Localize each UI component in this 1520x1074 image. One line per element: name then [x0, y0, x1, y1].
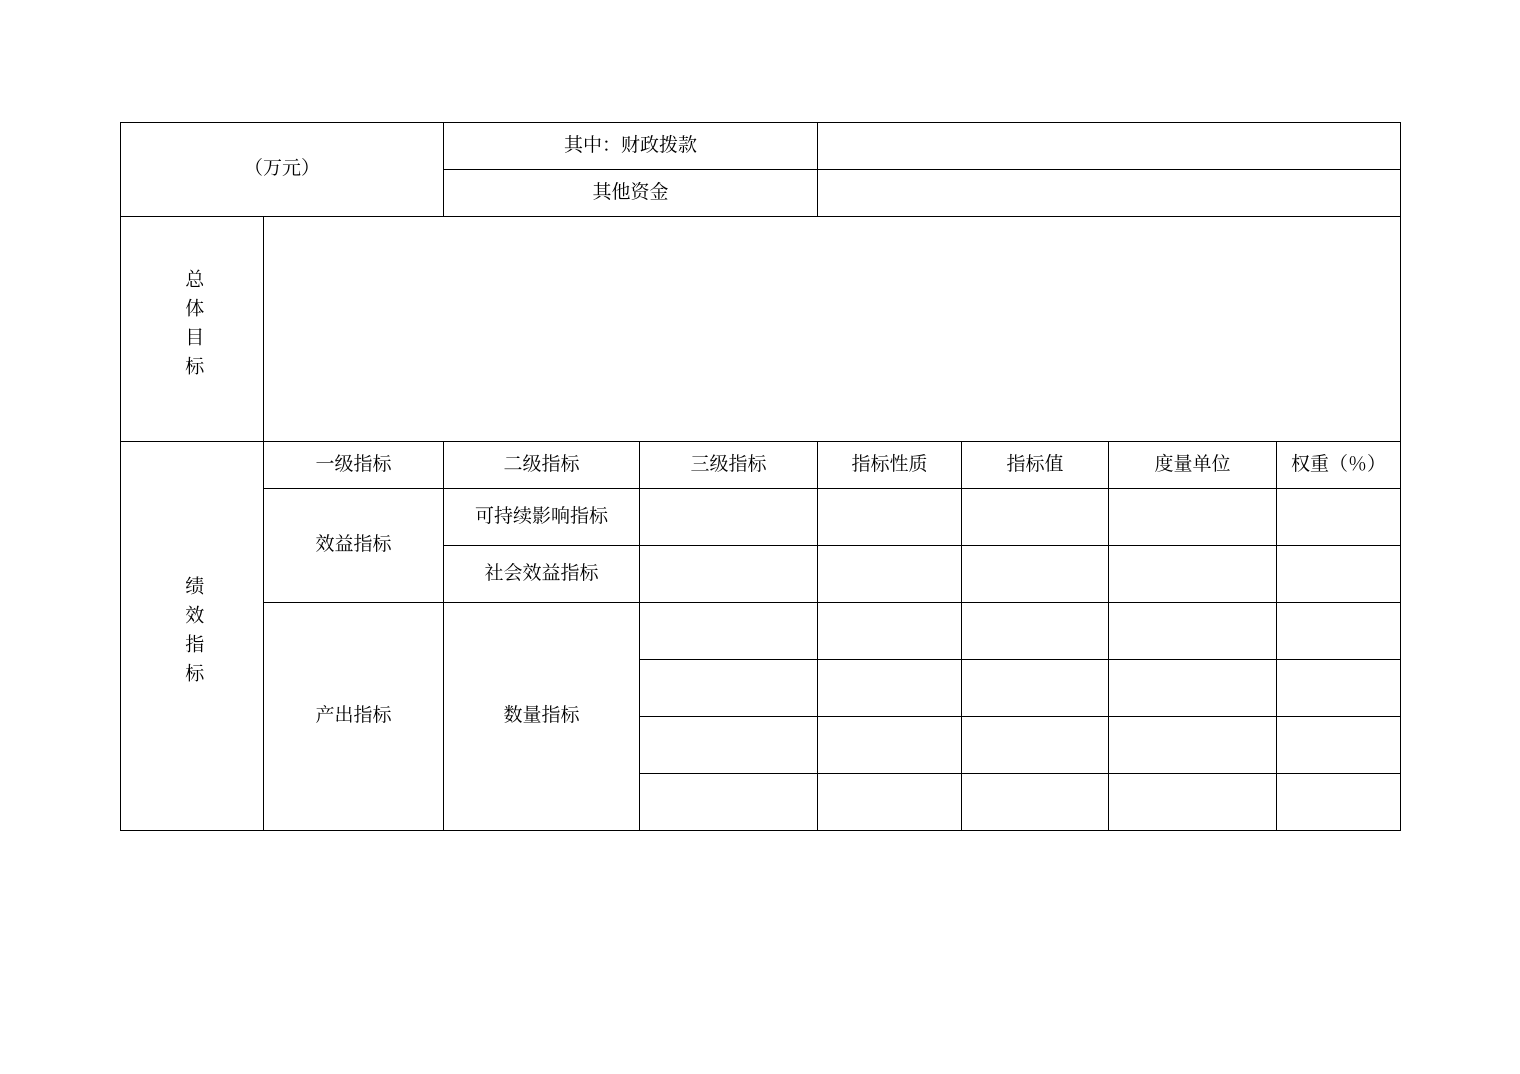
funds-amount-label: （万元） [121, 123, 444, 217]
level3-cell[interactable] [640, 603, 818, 660]
value-cell[interactable] [962, 489, 1109, 546]
overall-goal-label-text: 总体目标 [182, 268, 204, 385]
level2-social-benefit: 社会效益指标 [444, 546, 640, 603]
weight-cell[interactable] [1277, 660, 1401, 717]
value-cell[interactable] [962, 660, 1109, 717]
level2-quantity: 数量指标 [444, 603, 640, 831]
unit-cell[interactable] [1109, 660, 1277, 717]
nature-cell[interactable] [818, 660, 962, 717]
funds-row-financial [121, 123, 1401, 170]
table-row [121, 489, 1401, 546]
performance-label-text: 绩效指标 [182, 575, 204, 692]
level3-cell[interactable] [640, 489, 818, 546]
performance-goal-form [120, 122, 1401, 831]
weight-cell[interactable] [1277, 489, 1401, 546]
nature-cell[interactable] [818, 603, 962, 660]
funds-label-financial: 其中：财政拨款 [444, 123, 818, 170]
overall-goal-value[interactable] [264, 217, 1401, 442]
unit-cell[interactable] [1109, 774, 1277, 831]
column-header-unit: 度量单位 [1109, 442, 1277, 489]
level3-cell[interactable] [640, 546, 818, 603]
funds-value-other[interactable] [818, 170, 1401, 217]
column-header-value: 指标值 [962, 442, 1109, 489]
nature-cell[interactable] [818, 717, 962, 774]
nature-cell[interactable] [818, 546, 962, 603]
value-cell[interactable] [962, 717, 1109, 774]
overall-goal-row [121, 217, 1401, 442]
weight-cell[interactable] [1277, 546, 1401, 603]
level1-output: 产出指标 [264, 603, 444, 831]
nature-cell[interactable] [818, 774, 962, 831]
unit-cell[interactable] [1109, 546, 1277, 603]
level3-cell[interactable] [640, 774, 818, 831]
unit-cell[interactable] [1109, 603, 1277, 660]
column-header-level2: 二级指标 [444, 442, 640, 489]
performance-label [121, 442, 264, 831]
level2-sustainable-impact: 可持续影响指标 [444, 489, 640, 546]
column-header-level3: 三级指标 [640, 442, 818, 489]
column-header-nature: 指标性质 [818, 442, 962, 489]
table-row [121, 603, 1401, 660]
weight-cell[interactable] [1277, 774, 1401, 831]
unit-cell[interactable] [1109, 489, 1277, 546]
overall-goal-label [121, 217, 264, 442]
value-cell[interactable] [962, 546, 1109, 603]
value-cell[interactable] [962, 603, 1109, 660]
weight-cell[interactable] [1277, 603, 1401, 660]
level1-benefit: 效益指标 [264, 489, 444, 603]
column-header-level1: 一级指标 [264, 442, 444, 489]
value-cell[interactable] [962, 774, 1109, 831]
unit-cell[interactable] [1109, 717, 1277, 774]
level3-cell[interactable] [640, 717, 818, 774]
weight-cell[interactable] [1277, 717, 1401, 774]
funds-label-other: 其他资金 [444, 170, 818, 217]
funds-value-financial[interactable] [818, 123, 1401, 170]
level3-cell[interactable] [640, 660, 818, 717]
performance-header-row [121, 442, 1401, 489]
nature-cell[interactable] [818, 489, 962, 546]
column-header-weight: 权重（％） [1277, 442, 1401, 489]
